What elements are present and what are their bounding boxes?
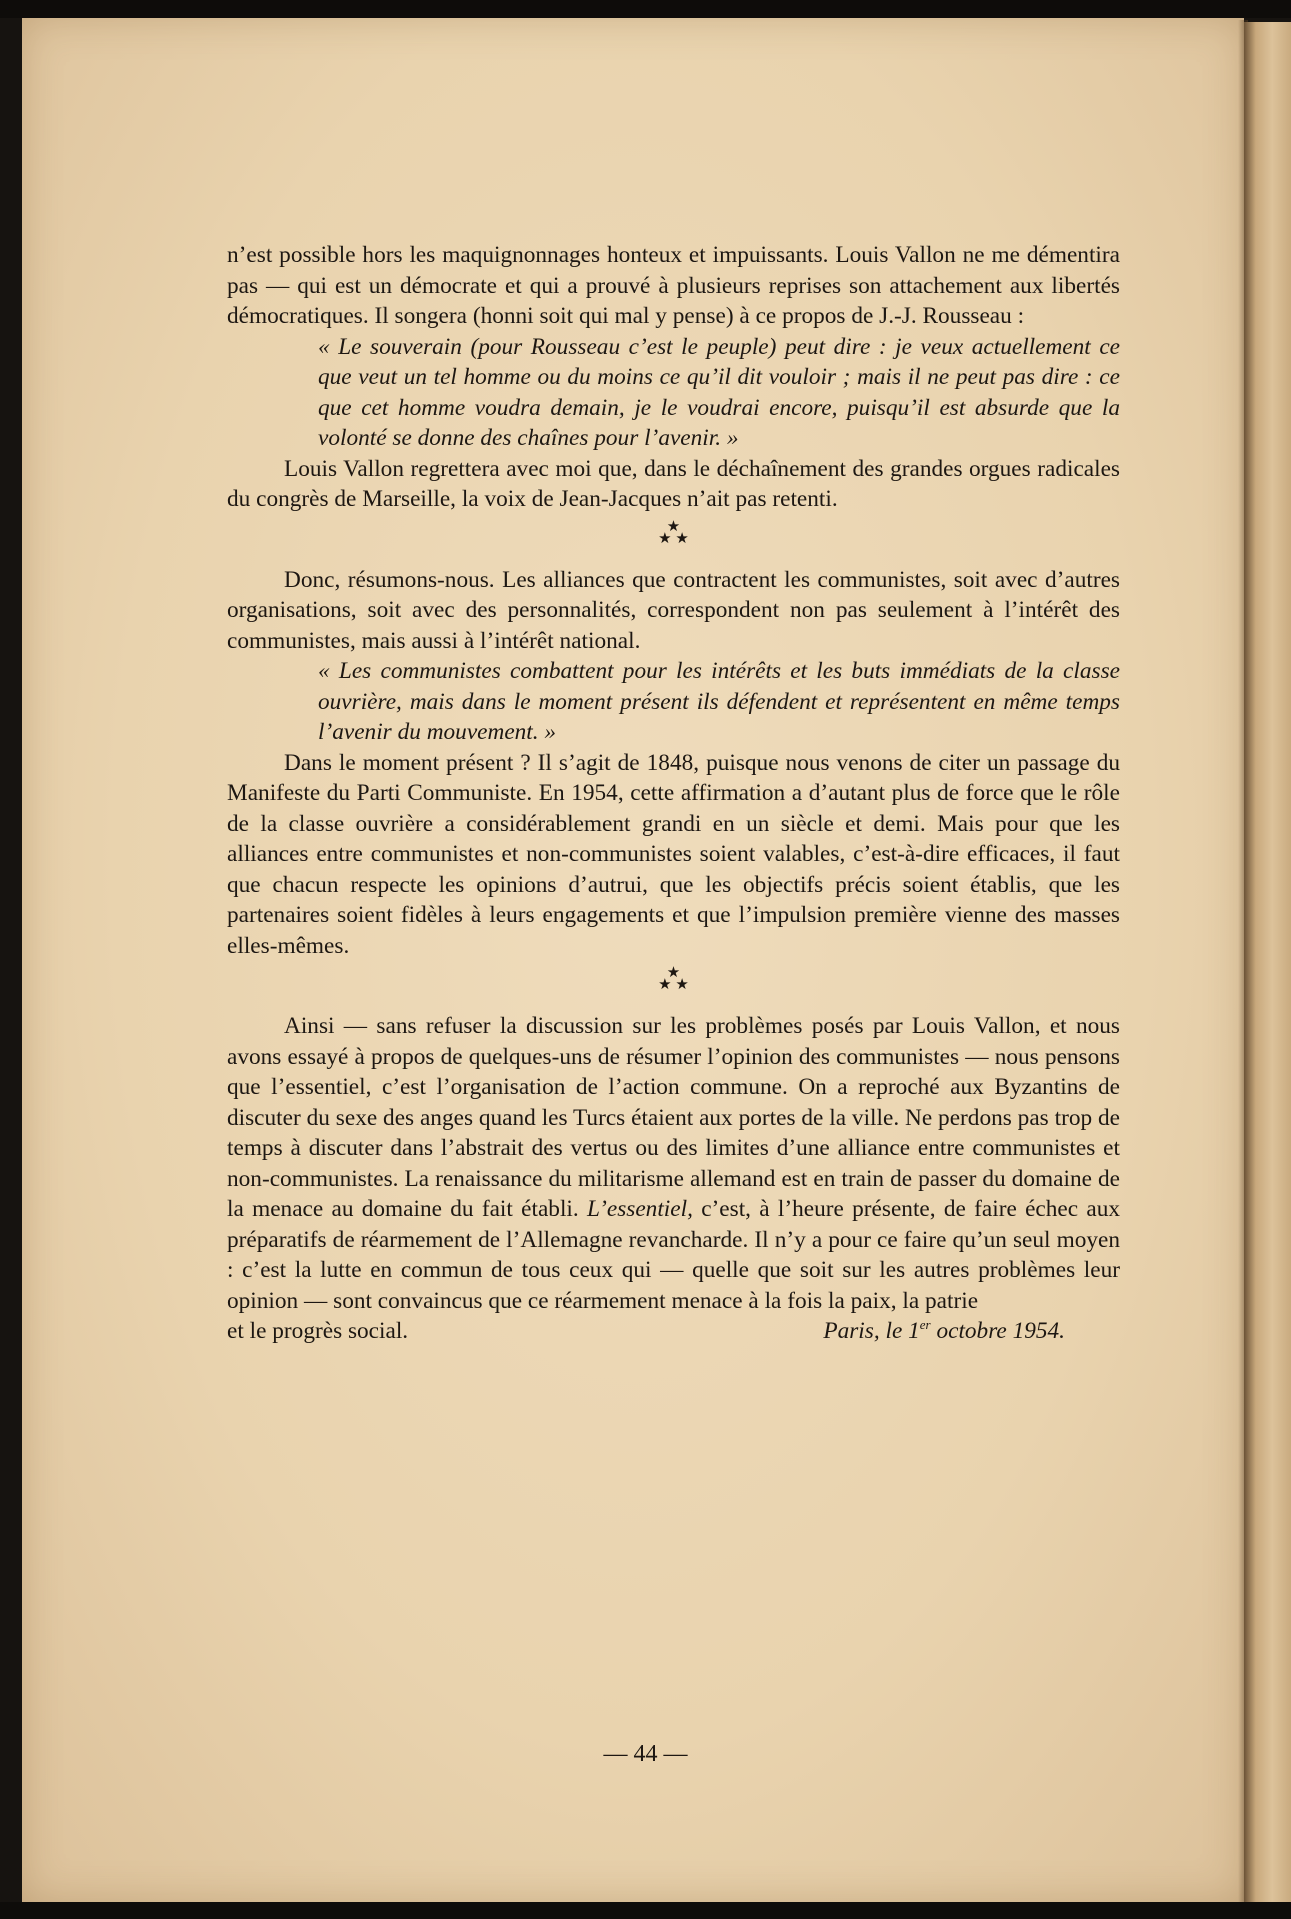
- quote-manifesto: « Les communistes combattent pour les intérêts et les buts immédiats de la classe ouvrière, mais dans le moment présent ils défendent et représentent en même temps l’avenir du mouvement. »: [318, 658, 1120, 745]
- scan-border-top: [0, 0, 1291, 18]
- scan-border-bottom: [0, 1902, 1291, 1919]
- paragraph-5: Ainsi — sans refuser la discussion sur les problèmes posés par Louis Vallon, et nous avons essayé à propos de quelques-uns de résumer l’opinion des communistes — nous pensons que l’essentiel, c’est l’organisation de l’action commune. On a reproché aux Byzantins de discuter du sexe des anges quand les Turcs étaient aux portes de la ville. Ne perdons pas trop de temps à discuter dans l’abstrait des vertus ou des limites d’une alliance entre communistes et non-communistes. La renaissance du militarisme allemand est en train de passer du domaine de la menace au domaine du fait établi. L’essentiel, c’est, à l’heure présente, de faire échec aux préparatifs de réarmement de l’Allemagne revancharde. Il n’y a pour ce faire qu’un seul moyen : c’est la lutte en commun de tous ceux qui — quelle que soit sur les autres problèmes leur opinion — sont convaincus que ce réarmement menace à la fois la paix, la patrie: [227, 1013, 1120, 1314]
- paragraph-4: Dans le moment présent ? Il s’agit de 1848, puisque nous venons de citer un passage du Manifeste du Parti Communiste. En 1954, cette affirmation a d’autant plus de force que le rôle de la classe ouvrière a considérablement grandi en un siècle et demi. Mais pour que les alliances entre communistes et non-communistes soient valables, c’est-à-dire efficaces, il faut que chacun respecte les opinions d’autrui, que les objectifs précis soient établis, que les partenaires soient fidèles à leurs engagements et que l’impulsion première vienne des masses elles-mêmes.: [227, 749, 1120, 959]
- adjacent-page-edge: [1244, 22, 1291, 1902]
- closing-text: et le progrès social.: [227, 1318, 409, 1344]
- asterism-separator-2: ★ ★ ★: [658, 965, 689, 993]
- paragraph-1: n’est possible hors les maquignonnages honteux et impuissants. Louis Vallon ne me démentira pas — qui est un démocrate et qui a prouvé à plusieurs reprises son attachement aux libertés démocratiques. Il songera (honni soit qui mal y pense) à ce propos de J.-J. Rousseau :: [227, 242, 1120, 329]
- signature-date: Paris, le 1er octobre 1954.: [823, 1317, 1065, 1344]
- paragraph-3: Donc, résumons-nous. Les alliances que contractent les communistes, soit avec d’autres organisations, soit avec des personnalités, correspondent non pas seulement à l’intérêt des communistes, mais aussi à l’intérêt national.: [227, 566, 1120, 654]
- page-number: — 44 —: [603, 1741, 688, 1767]
- quote-rousseau: « Le souverain (pour Rousseau c’est le peuple) peut dire : je veux actuellement ce que veut un tel homme ou du moins ce qu’il dit vouloir ; mais il ne peut pas dire : ce que cet homme voudra demain, je le voudrai encore, puisqu’il est absurde que la volonté se donne des chaînes pour l’avenir. »: [318, 333, 1120, 451]
- closing-line: [227, 1316, 1120, 1347]
- asterism-separator-1: ★ ★ ★: [658, 518, 689, 547]
- paragraph-2: Louis Vallon regrettera avec moi que, dans le déchaînement des grandes orgues radicales du congrès de Marseille, la voix de Jean-Jacques n’ait pas retenti.: [227, 455, 1120, 512]
- body-text: [227, 240, 1120, 1347]
